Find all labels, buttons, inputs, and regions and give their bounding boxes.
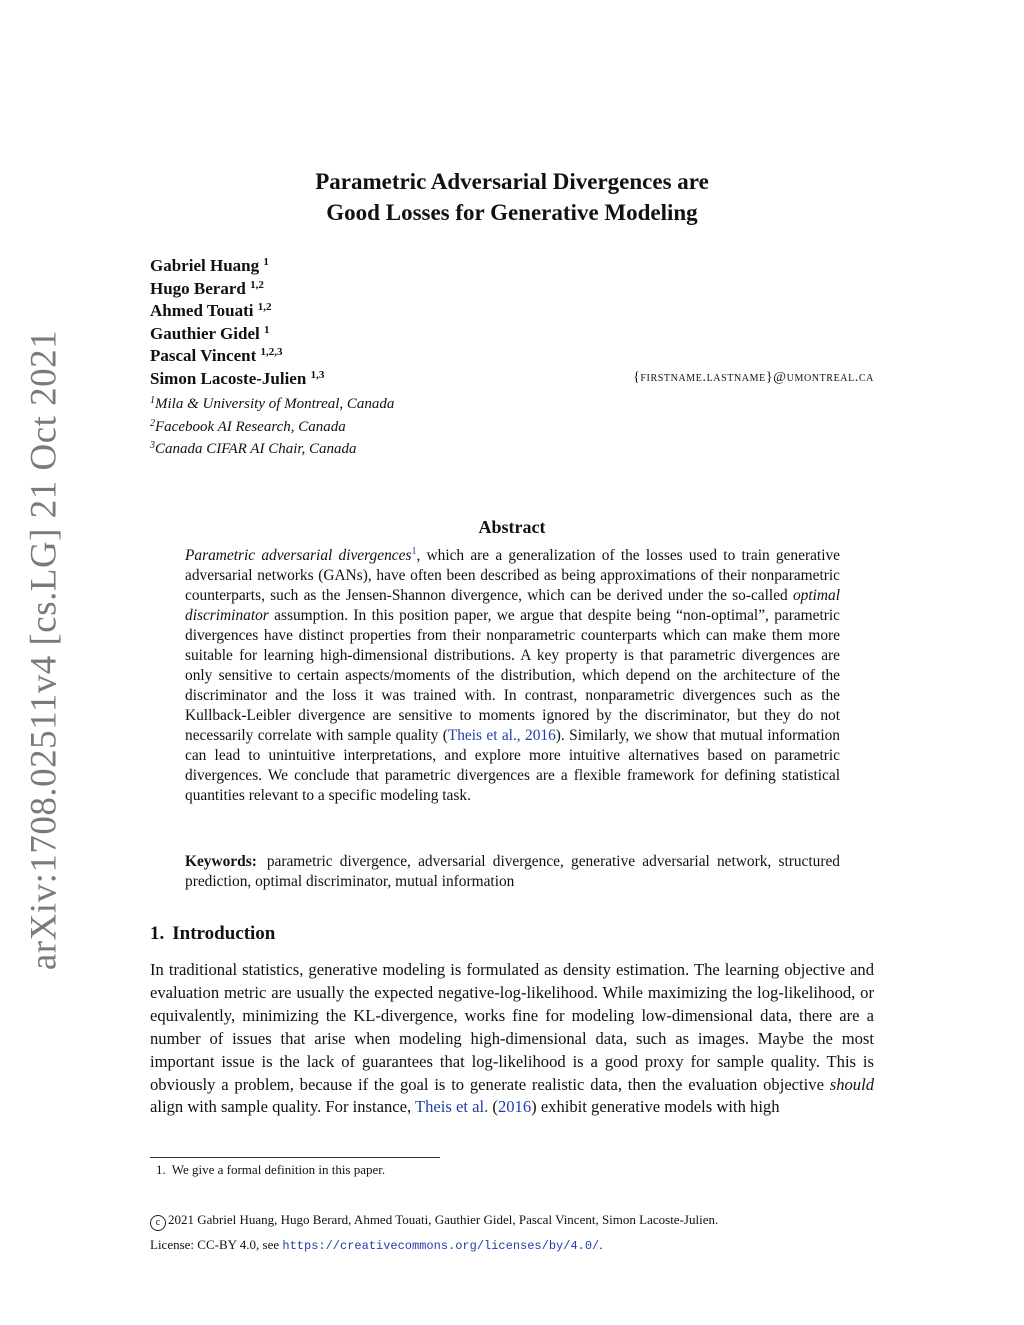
- intro-italic-word: should: [829, 1074, 874, 1094]
- affiliation-text: Mila & University of Montreal, Canada: [155, 396, 395, 412]
- affiliation-number: 1: [150, 395, 155, 406]
- intro-text-2: align with sample quality. For instance,: [150, 1097, 415, 1117]
- citation-paren: (: [488, 1097, 498, 1117]
- intro-text-1: In traditional statistics, generative modeling is formulated as density estimation. The learning objective and evaluation metric are usually the expected negative-log-likelihood. While maximizing the log-likelihood, or equivalently, minimizing the KL-divergence, works fine for modeling low-dimensional data, there are a number of issues that arise when modeling high-dimensional data, such as images. Maybe the most important issue is the lack of guarantees that log-likelihood is a good proxy for sample quality. This is obviously a problem, because if the goal is to generate realistic data, then the evaluation objective: [150, 960, 874, 1094]
- affiliation-text: Canada CIFAR AI Chair, Canada: [155, 441, 357, 457]
- affiliation-list: [150, 393, 394, 461]
- license-url-link[interactable]: https://creativecommons.org/licenses/by/4.0/: [282, 1239, 600, 1253]
- arxiv-stamp-text: arXiv:1708.02511v4 [cs.LG] 21 Oct 2021: [23, 329, 65, 971]
- author-affiliation-marker: 1,3: [310, 368, 325, 381]
- affiliation-number: 3: [150, 440, 155, 451]
- footnote-divider: [150, 1157, 440, 1158]
- author-affiliation-marker: 1,2: [250, 278, 264, 291]
- affiliation: [150, 438, 394, 461]
- license-notice: [150, 1237, 603, 1253]
- footnote-text: We give a formal definition in this paper.: [171, 1162, 386, 1177]
- copyright-notice: [150, 1212, 718, 1231]
- abstract-text-2: assumption. In this position paper, we argue that despite being “non-optimal”, parametric divergences have distinct properties from their nonparametric counterparts which can make them more suitable for learning high-dimensional distributions. A key property is that parametric divergences are only sensitive to certain aspects/moments of the distribution, which depend on the architecture of the discriminator and the loss it was trained with. In contrast, nonparametric divergences such as the Kullback-Leibler divergence are sensitive to moments ignored by the discriminator, but they do not necessarily correlate with sample quality (: [185, 607, 840, 744]
- author-block: [150, 255, 874, 391]
- citation-year-link[interactable]: 2016: [497, 1097, 532, 1117]
- abstract-text-3: ). Similarly, we show that mutual information can lead to unintuitive interpretations, and explore more intuitive alternatives based on parametric divergences. We conclude that parametric divergences are a flexible framework for defining statistical quantities relevant to a specific modeling task.: [185, 727, 840, 804]
- title-line-2: Good Losses for Generative Modeling: [326, 200, 698, 225]
- affiliation-text: Facebook AI Research, Canada: [155, 418, 346, 435]
- author-affiliation-marker: 1,2,3: [260, 346, 283, 359]
- author-email: {firstname.lastname}@umontreal.ca: [633, 370, 874, 385]
- keywords-label: Keywords:: [185, 853, 257, 870]
- author-affiliation-marker: 1: [263, 323, 270, 336]
- abstract-heading: Abstract: [478, 517, 546, 537]
- author-affiliation-marker: 1,2: [257, 301, 272, 314]
- copyright-text: 2021 Gabriel Huang, Hugo Berard, Ahmed Touati, Gauthier Gidel, Pascal Vincent, Simon Lacoste-Julien.: [168, 1212, 719, 1227]
- author-name: Hugo Berard: [150, 278, 246, 298]
- license-prefix: License: CC-BY 4.0, see: [150, 1237, 283, 1252]
- affiliation-number: 2: [150, 417, 155, 429]
- citation-author-link[interactable]: Theis et al.: [415, 1097, 489, 1117]
- author: [150, 345, 874, 368]
- author-name: Pascal Vincent: [150, 346, 257, 366]
- copyright-icon: c: [150, 1215, 166, 1231]
- affiliation: [150, 393, 394, 416]
- license-suffix: .: [599, 1237, 603, 1252]
- title-line-1: Parametric Adversarial Divergences are: [315, 169, 709, 194]
- author-name: Gauthier Gidel: [150, 323, 260, 343]
- author-name: Ahmed Touati: [150, 301, 254, 321]
- keywords-text: parametric divergence, adversarial divergence, generative adversarial network, structured prediction, optimal discriminator, mutual information: [185, 853, 840, 890]
- citation-link[interactable]: Theis et al., 2016: [447, 727, 556, 744]
- intro-text-3: ) exhibit generative models with high: [531, 1097, 780, 1117]
- section-heading-introduction: [150, 923, 275, 945]
- author: [150, 323, 874, 346]
- author: [150, 278, 874, 301]
- author-affiliation-marker: 1: [263, 256, 269, 268]
- author: [150, 300, 874, 323]
- author-name: Simon Lacoste-Julien: [150, 368, 307, 388]
- footnote-number: 1.: [156, 1162, 166, 1177]
- abstract-italic-term: optimal discriminator: [185, 587, 840, 624]
- footnote-ref-link[interactable]: 1: [411, 546, 417, 557]
- author-name: Gabriel Huang: [150, 256, 260, 275]
- introduction-paragraph: [150, 959, 874, 1119]
- affiliation: [150, 416, 394, 439]
- keywords: [185, 852, 840, 892]
- abstract-lead-term: Parametric adversarial divergences: [185, 547, 412, 564]
- abstract-body: [185, 546, 840, 806]
- section-title: Introduction: [172, 923, 276, 944]
- footnote: [156, 1162, 385, 1178]
- section-number: 1.: [150, 923, 165, 944]
- paper-title: [150, 166, 874, 228]
- author: [150, 255, 874, 278]
- abstract-text-1: , which are a generalization of the losses used to train generative adversarial networks (GANs), have often been described as being approximations of their nonparametric counterparts, such as the Jensen-Shannon divergence, which can be derived under the so-called: [185, 547, 840, 604]
